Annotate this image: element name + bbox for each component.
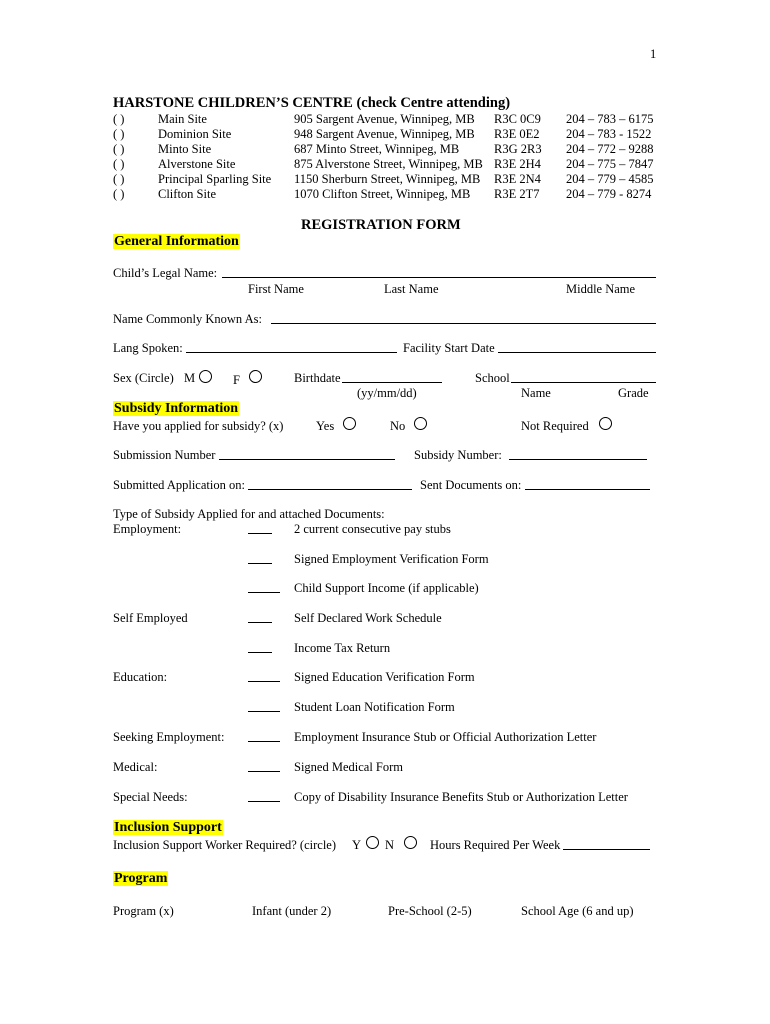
last-name-caption: Last Name: [384, 282, 439, 296]
site-checkbox[interactable]: ( ): [113, 172, 125, 186]
child-support-check[interactable]: [248, 581, 280, 593]
birthdate-format: (yy/mm/dd): [357, 386, 417, 400]
site-postal: R3E 0E2: [494, 127, 540, 141]
birthdate-field[interactable]: [342, 371, 442, 383]
site-address: 948 Sargent Avenue, Winnipeg, MB: [294, 127, 475, 141]
program-preschool-option[interactable]: Pre-School (2-5): [388, 904, 472, 918]
school-grade-caption: Grade: [618, 386, 649, 400]
site-address: 1150 Sherburn Street, Winnipeg, MB: [294, 172, 481, 186]
middle-name-caption: Middle Name: [566, 282, 636, 296]
income-tax-label: Income Tax Return: [294, 641, 391, 655]
site-postal: R3E 2H4: [494, 157, 541, 171]
site-checkbox[interactable]: ( ): [113, 157, 125, 171]
student-loan-check[interactable]: [248, 700, 280, 712]
site-address: 1070 Clifton Street, Winnipeg, MB: [294, 187, 471, 201]
employment-verification-label: Signed Employment Verification Form: [294, 552, 489, 566]
site-name: Main Site: [158, 112, 207, 126]
employment-verification-check[interactable]: [248, 552, 272, 564]
inclusion-n-label: N: [385, 838, 395, 852]
site-checkbox[interactable]: ( ): [113, 142, 125, 156]
legal-name-label: Child’s Legal Name:: [113, 266, 218, 280]
site-checkbox[interactable]: ( ): [113, 187, 125, 201]
sex-m-radio[interactable]: [199, 370, 212, 383]
subsidy-number-label: Subsidy Number:: [414, 448, 502, 462]
inclusion-y-radio[interactable]: [366, 836, 379, 849]
self-employed-label: Self Employed: [113, 611, 188, 625]
site-name: Minto Site: [158, 142, 212, 156]
hours-field[interactable]: [563, 838, 650, 850]
school-label: School: [475, 371, 510, 385]
site-phone: 204 – 779 - 8274: [566, 187, 652, 201]
site-address: 687 Minto Street, Winnipeg, MB: [294, 142, 460, 156]
school-field[interactable]: [511, 371, 656, 383]
employment-label: Employment:: [113, 522, 182, 536]
ei-stub-check[interactable]: [248, 730, 280, 742]
school-name-caption: Name: [521, 386, 551, 400]
sex-f-radio[interactable]: [249, 370, 262, 383]
site-postal: R3C 0C9: [494, 112, 541, 126]
site-name: Clifton Site: [158, 187, 216, 201]
site-name: Principal Sparling Site: [158, 172, 272, 186]
first-name-caption: First Name: [248, 282, 304, 296]
site-postal: R3E 2T7: [494, 187, 540, 201]
common-name-label: Name Commonly Known As:: [113, 312, 262, 326]
hours-label: Hours Required Per Week: [430, 838, 561, 852]
disability-label: Copy of Disability Insurance Benefits Stub or Authorization Letter: [294, 790, 628, 804]
start-date-field[interactable]: [498, 341, 656, 353]
subsidy-applied-label: Have you applied for subsidy? (x): [113, 419, 284, 433]
education-verification-label: Signed Education Verification Form: [294, 670, 475, 684]
inclusion-worker-label: Inclusion Support Worker Required? (circle): [113, 838, 336, 852]
page-number: 1: [650, 47, 657, 61]
site-phone: 204 – 775 – 7847: [566, 157, 654, 171]
pay-stubs-label: 2 current consecutive pay stubs: [294, 522, 451, 536]
submitted-on-label: Submitted Application on:: [113, 478, 245, 492]
common-name-field[interactable]: [271, 312, 656, 324]
lang-field[interactable]: [186, 341, 397, 353]
education-verification-check[interactable]: [248, 670, 280, 682]
inclusion-n-radio[interactable]: [404, 836, 417, 849]
program-infant-option[interactable]: Infant (under 2): [252, 904, 332, 918]
medical-label: Medical:: [113, 760, 158, 774]
program-label: Program (x): [113, 904, 174, 918]
disability-check[interactable]: [248, 790, 280, 802]
site-postal: R3E 2N4: [494, 172, 541, 186]
submitted-on-field[interactable]: [248, 478, 412, 490]
education-label: Education:: [113, 670, 168, 684]
sent-docs-label: Sent Documents on:: [420, 478, 522, 492]
start-date-label: Facility Start Date: [403, 341, 495, 355]
program-heading: Program: [114, 871, 168, 886]
self-declared-label: Self Declared Work Schedule: [294, 611, 442, 625]
medical-form-check[interactable]: [248, 760, 280, 772]
sex-m-label: M: [184, 371, 196, 385]
site-phone: 204 – 783 - 1522: [566, 127, 652, 141]
site-checkbox[interactable]: ( ): [113, 112, 125, 126]
special-needs-label: Special Needs:: [113, 790, 188, 804]
subsidy-no-label: No: [390, 419, 406, 433]
pay-stubs-check[interactable]: [248, 522, 272, 534]
site-checkbox[interactable]: ( ): [113, 127, 125, 141]
income-tax-check[interactable]: [248, 641, 272, 653]
student-loan-label: Student Loan Notification Form: [294, 700, 455, 714]
birthdate-label: Birthdate: [294, 371, 341, 385]
site-postal: R3G 2R3: [494, 142, 542, 156]
site-address: 905 Sargent Avenue, Winnipeg, MB: [294, 112, 475, 126]
self-declared-check[interactable]: [248, 611, 272, 623]
centre-title: HARSTONE CHILDREN’S CENTRE (check Centre attending): [113, 95, 511, 111]
subsidy-not-required-radio[interactable]: [599, 417, 612, 430]
submission-number-label: Submission Number: [113, 448, 216, 462]
site-name: Dominion Site: [158, 127, 232, 141]
ei-stub-label: Employment Insurance Stub or Official Authorization Letter: [294, 730, 597, 744]
sex-f-label: F: [233, 373, 240, 387]
seeking-employment-label: Seeking Employment:: [113, 730, 225, 744]
submission-number-field[interactable]: [219, 448, 395, 460]
site-phone: 204 – 783 – 6175: [566, 112, 654, 126]
legal-name-field[interactable]: [222, 266, 656, 278]
lang-label: Lang Spoken:: [113, 341, 183, 355]
subsidy-no-radio[interactable]: [414, 417, 427, 430]
sex-label: Sex (Circle): [113, 371, 174, 385]
site-address: 875 Alverstone Street, Winnipeg, MB: [294, 157, 483, 171]
sent-docs-field[interactable]: [525, 478, 650, 490]
medical-form-label: Signed Medical Form: [294, 760, 404, 774]
site-name: Alverstone Site: [158, 157, 236, 171]
subsidy-yes-label: Yes: [316, 419, 335, 433]
general-info-heading: General Information: [114, 234, 239, 249]
site-phone: 204 – 772 – 9288: [566, 142, 654, 156]
subsidy-not-required-label: Not Required: [521, 419, 589, 433]
inclusion-heading: Inclusion Support: [114, 820, 222, 835]
form-title: REGISTRATION FORM: [301, 217, 461, 233]
program-school-age-option[interactable]: School Age (6 and up): [521, 904, 634, 918]
subsidy-heading: Subsidy Information: [114, 401, 239, 416]
subsidy-number-field[interactable]: [509, 448, 647, 460]
site-phone: 204 – 779 – 4585: [566, 172, 654, 186]
subsidy-type-label: Type of Subsidy Applied for and attached Documents:: [113, 507, 385, 521]
child-support-label: Child Support Income (if applicable): [294, 581, 479, 595]
subsidy-yes-radio[interactable]: [343, 417, 356, 430]
inclusion-y-label: Y: [352, 838, 362, 852]
